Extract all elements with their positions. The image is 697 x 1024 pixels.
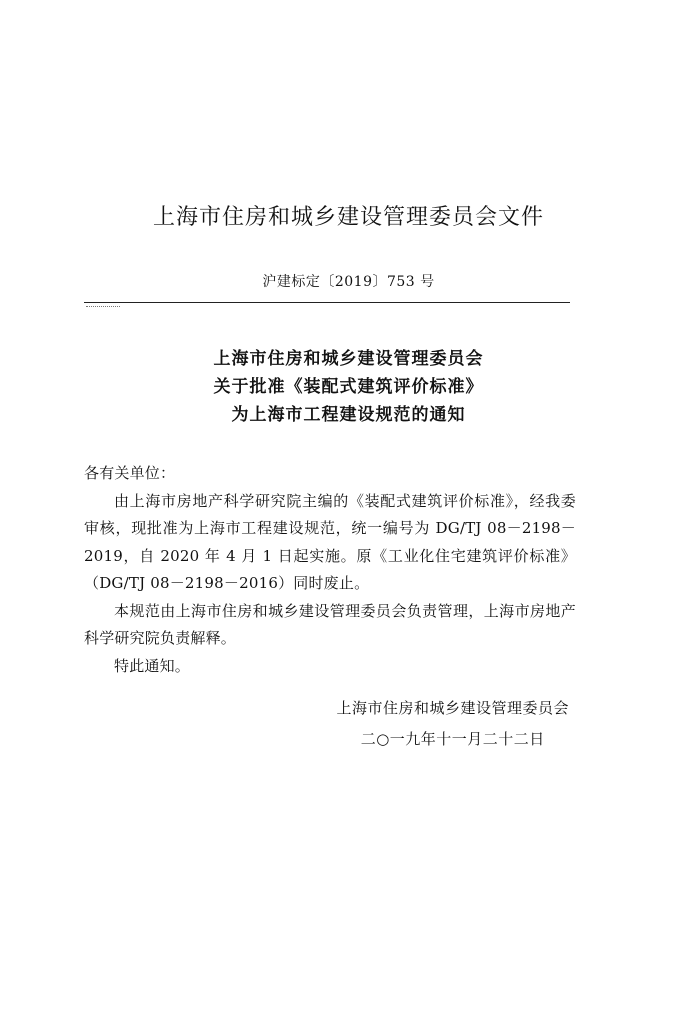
divider-dots — [86, 306, 120, 307]
signature-organization: 上海市住房和城乡建设管理委员会 — [336, 699, 569, 717]
title-line-1: 上海市住房和城乡建设管理委员会 — [213, 349, 484, 369]
paragraph-closing: 特此通知。 — [114, 656, 191, 675]
title-line-3: 为上海市工程建设规范的通知 — [231, 405, 466, 425]
signature-date: 二○一九年十一月二十二日 — [360, 730, 545, 748]
salutation: 各有关单位： — [84, 464, 176, 482]
title-line-2: 关于批准《装配式建筑评价标准》 — [213, 377, 484, 397]
paragraph-responsibility: 本规范由上海市住房和城乡建设管理委员会负责管理，上海市房地产科学研究院负责解释。 — [84, 601, 576, 647]
document-number: 沪建标定〔2019〕753 号 — [262, 274, 435, 290]
notice-body — [84, 460, 576, 680]
header-divider — [84, 302, 570, 303]
notice-title — [0, 345, 697, 429]
signature-block — [336, 693, 569, 755]
issuer-header: 上海市住房和城乡建设管理委员会文件 — [152, 205, 544, 230]
paragraph-approval: 由上海市房地产科学研究院主编的《装配式建筑评价标准》，经我委审核，现批准为上海市工程建设规范，统一编号为 DG/TJ 08－2198－2019，自 2020 年 4 月 1 日起实施。原《工业化住宅建筑评价标准》（DG/TJ 08－2198－2016）同时废止。 — [84, 491, 576, 592]
